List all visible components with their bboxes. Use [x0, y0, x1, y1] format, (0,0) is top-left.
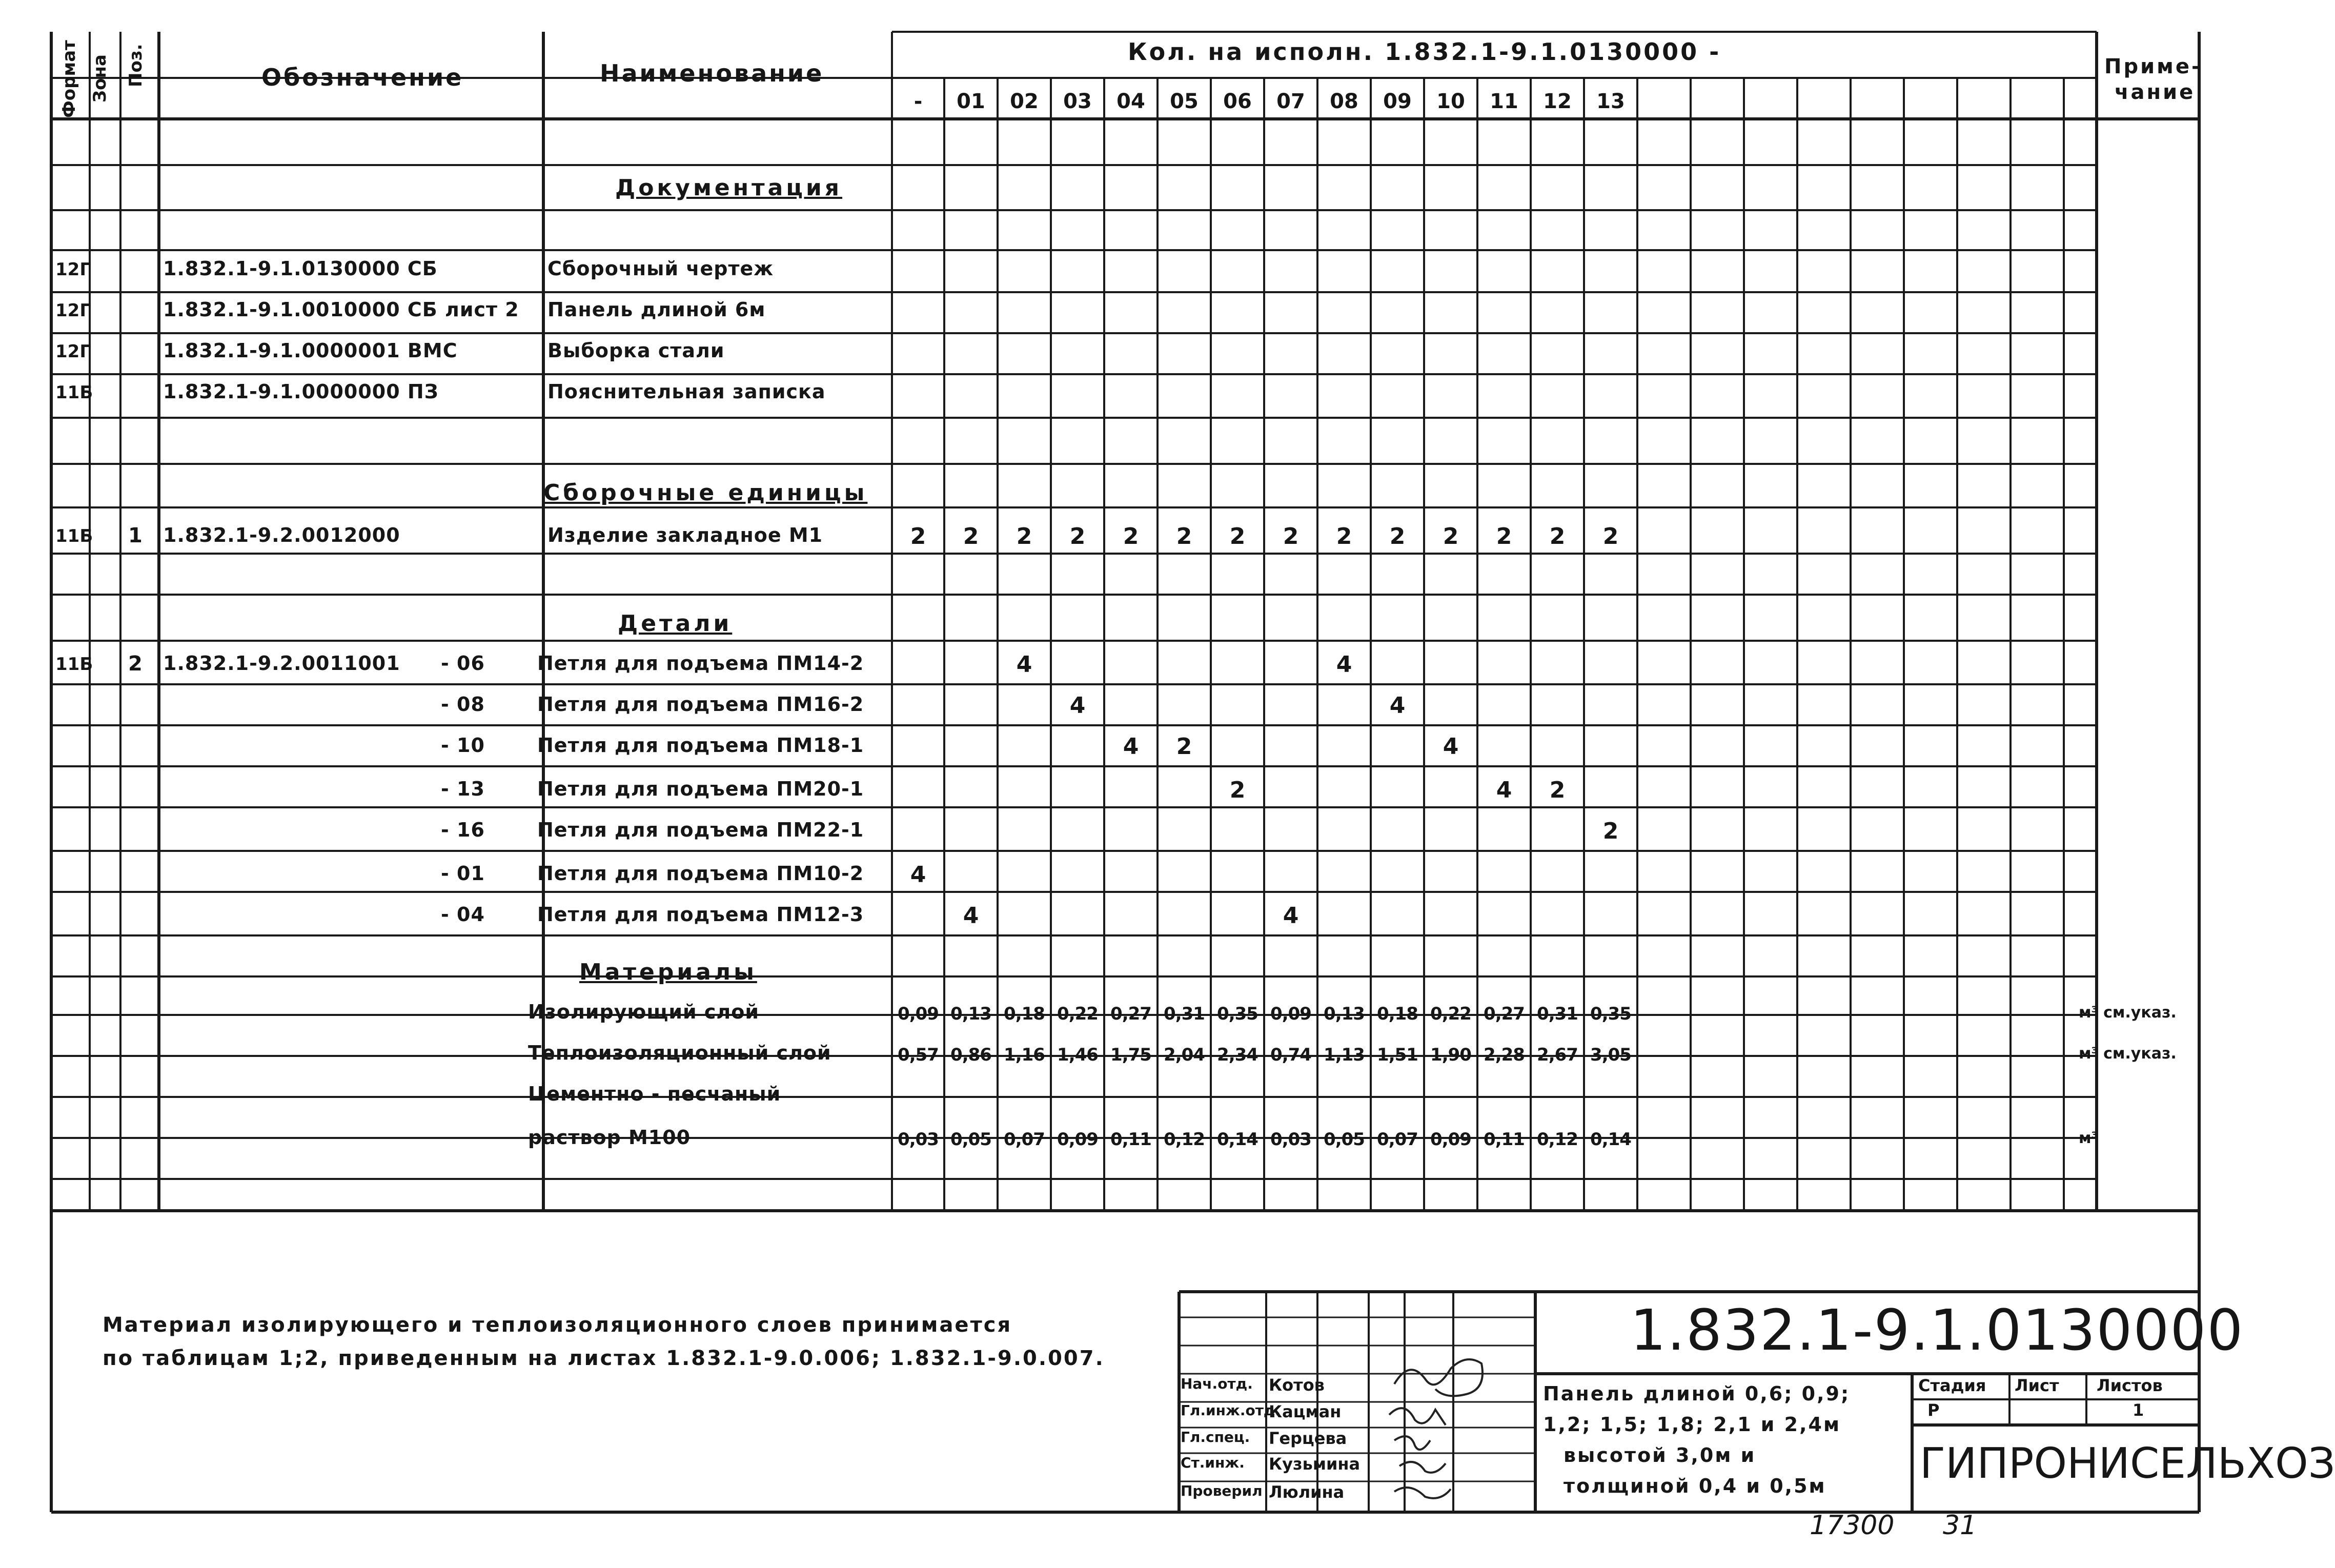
- footnote-line1: Материал изолирующего и теплоизоляционного слоев принимается: [103, 1313, 1012, 1337]
- detail-name: Петля для подъема ПМ14-2: [537, 652, 864, 675]
- variant-col-11: 11: [1490, 90, 1518, 113]
- material-qty-cell: 0,27: [1110, 1004, 1151, 1024]
- material-qty-cell: 0,09: [898, 1004, 939, 1024]
- title-line: высотой 3,0м и: [1564, 1444, 1756, 1467]
- material-qty-cell: 0,05: [950, 1129, 991, 1150]
- detail-designation: 1.832.1-9.2.0011001: [163, 652, 400, 675]
- assembly-designation: 1.832.1-9.2.0012000: [163, 524, 400, 546]
- material-qty-cell: 0,11: [1110, 1129, 1151, 1150]
- format-header: Формат: [59, 40, 79, 118]
- assembly-qty-cell: 2: [910, 523, 926, 549]
- doc-designation: 1.832.1-9.1.0130000 СБ: [163, 257, 438, 280]
- doc-number: 1.832.1-9.1.0130000: [1630, 1297, 2244, 1363]
- material-qty-cell: 0,22: [1430, 1004, 1471, 1024]
- doc-designation: 1.832.1-9.1.0000000 ПЗ: [163, 380, 439, 403]
- material-qty-cell: 0,13: [1324, 1004, 1365, 1024]
- detail-name: Петля для подъема ПМ16-2: [537, 693, 864, 716]
- doc-format: 12Г: [55, 341, 91, 362]
- variant-col-10: 10: [1436, 90, 1465, 113]
- material-qty-cell: 0,03: [898, 1129, 939, 1150]
- assembly-pos: 1: [128, 524, 143, 547]
- detail-qty-cell: 2: [1549, 777, 1566, 803]
- detail-qty-cell: 4: [1283, 903, 1299, 929]
- detail-suffix: - 04: [441, 903, 485, 926]
- note-header-line2: чание: [2115, 80, 2196, 104]
- doc-name: Панель длиной 6м: [547, 298, 766, 321]
- detail-qty-cell: 2: [1229, 777, 1246, 803]
- material-qty-cell: 2,34: [1217, 1045, 1258, 1065]
- detail-qty-cell: 4: [1443, 734, 1459, 760]
- role-person: Котов: [1269, 1375, 1325, 1395]
- assembly-qty-cell: 2: [1549, 523, 1566, 549]
- sheets-value: 1: [2133, 1400, 2144, 1420]
- assembly-qty-cell: 2: [1389, 523, 1406, 549]
- detail-suffix: - 16: [441, 819, 485, 841]
- sheets-label: Листов: [2097, 1376, 2163, 1395]
- pos-header: Поз.: [126, 44, 146, 87]
- material-qty-cell: 0,03: [1270, 1129, 1311, 1150]
- detail-name: Петля для подъема ПМ10-2: [537, 862, 864, 885]
- doc-format: 12Г: [55, 259, 91, 280]
- title-line: толщиной 0,4 и 0,5м: [1564, 1475, 1826, 1497]
- detail-suffix: - 01: [441, 862, 485, 885]
- material-qty-cell: 0,74: [1270, 1045, 1311, 1065]
- variant-col-base: -: [913, 90, 923, 113]
- material-qty-cell: 2,28: [1484, 1045, 1525, 1065]
- doc-name: Сборочный чертеж: [547, 257, 774, 280]
- material-qty-cell: 0,31: [1537, 1004, 1578, 1024]
- material-qty-cell: 0,09: [1270, 1004, 1311, 1024]
- material-note: м³ см.указ.: [2079, 1045, 2177, 1063]
- zone-header: Зона: [90, 54, 110, 103]
- assembly-format: 11Б: [55, 526, 93, 546]
- detail-qty-cell: 4: [1336, 651, 1352, 678]
- material-qty-cell: 2,04: [1164, 1045, 1205, 1065]
- assembly-name: Изделие закладное М1: [547, 524, 823, 546]
- detail-qty-cell: 4: [1496, 777, 1512, 803]
- section-documentation: Документация: [615, 175, 843, 201]
- assembly-qty-cell: 2: [963, 523, 979, 549]
- material-qty-cell: 0,18: [1004, 1004, 1045, 1024]
- material-qty-cell: 0,31: [1164, 1004, 1205, 1024]
- detail-name: Петля для подъема ПМ12-3: [537, 903, 864, 926]
- role-person: Люлина: [1269, 1482, 1345, 1502]
- detail-suffix: - 08: [441, 693, 485, 716]
- material-note: м³: [2079, 1129, 2098, 1147]
- detail-suffix: - 10: [441, 734, 485, 757]
- material-qty-cell: 1,46: [1057, 1045, 1098, 1065]
- section-materials: Материалы: [579, 959, 757, 985]
- material-qty-cell: 3,05: [1590, 1045, 1631, 1065]
- assembly-qty-cell: 2: [1283, 523, 1299, 549]
- assembly-qty-cell: 2: [1602, 523, 1619, 549]
- organization-name: ГИПРОНИСЕЛЬХОЗ: [1920, 1439, 2335, 1488]
- section-details: Детали: [618, 610, 733, 637]
- assembly-qty-cell: 2: [1336, 523, 1352, 549]
- role-title: Гл.инж.отд.: [1181, 1402, 1281, 1419]
- detail-name: Петля для подъема ПМ18-1: [537, 734, 864, 757]
- variant-col-01: 01: [957, 90, 985, 113]
- material-qty-cell: 2,67: [1537, 1045, 1578, 1065]
- variant-col-06: 06: [1223, 90, 1252, 113]
- note-header-line1: Приме-: [2104, 55, 2202, 78]
- doc-format: 11Б: [55, 382, 93, 403]
- material-qty-cell: 1,90: [1430, 1045, 1471, 1065]
- variant-col-08: 08: [1330, 90, 1358, 113]
- assembly-qty-cell: 2: [1176, 523, 1192, 549]
- detail-qty-cell: 4: [963, 903, 979, 929]
- designation-header: Обозначение: [261, 64, 464, 91]
- assembly-qty-cell: 2: [1123, 523, 1139, 549]
- detail-pos: 2: [128, 652, 143, 676]
- role-title: Ст.инж.: [1181, 1454, 1245, 1471]
- assembly-qty-cell: 2: [1069, 523, 1086, 549]
- variant-col-13: 13: [1596, 90, 1625, 113]
- variant-col-07: 07: [1276, 90, 1305, 113]
- inventory-number: 17300: [1810, 1510, 1895, 1541]
- doc-format: 12Г: [55, 300, 91, 321]
- detail-name: Петля для подъема ПМ22-1: [537, 819, 864, 841]
- material-qty-cell: 0,07: [1004, 1129, 1045, 1150]
- stage-value: Р: [1927, 1400, 1940, 1420]
- material-qty-cell: 0,09: [1430, 1129, 1471, 1150]
- name-header: Наименование: [600, 59, 824, 87]
- doc-designation: 1.832.1-9.1.0000001 ВМС: [163, 339, 458, 362]
- detail-qty-cell: 4: [1069, 693, 1086, 719]
- footnote-line2: по таблицам 1;2, приведенным на листах 1.832.1-9.0.006; 1.832.1-9.0.007.: [103, 1347, 1105, 1370]
- role-title: Гл.спец.: [1181, 1429, 1250, 1445]
- assembly-qty-cell: 2: [1229, 523, 1246, 549]
- material-qty-cell: 0,12: [1164, 1129, 1205, 1150]
- signature-marks: [1379, 1348, 1502, 1512]
- role-person: Герцева: [1269, 1429, 1347, 1448]
- doc-name: Выборка стали: [547, 339, 725, 362]
- material-qty-cell: 0,14: [1590, 1129, 1631, 1150]
- title-line: Панель длиной 0,6; 0,9;: [1543, 1382, 1851, 1405]
- material-name: Цементно - песчаный: [528, 1083, 781, 1105]
- variant-col-05: 05: [1170, 90, 1199, 113]
- assembly-qty-cell: 2: [1496, 523, 1512, 549]
- material-name: Теплоизоляционный слой: [528, 1042, 831, 1064]
- material-qty-cell: 0,35: [1217, 1004, 1258, 1024]
- detail-name: Петля для подъема ПМ20-1: [537, 778, 864, 800]
- material-name: Изолирующий слой: [528, 1001, 759, 1023]
- variant-col-09: 09: [1383, 90, 1412, 113]
- material-qty-cell: 0,35: [1590, 1004, 1631, 1024]
- variant-col-12: 12: [1543, 90, 1572, 113]
- variant-col-02: 02: [1010, 90, 1039, 113]
- material-qty-cell: 1,13: [1324, 1045, 1365, 1065]
- material-name: раствор М100: [528, 1126, 691, 1149]
- qty-header: Кол. на исполн. 1.832.1-9.1.0130000 -: [1128, 38, 1721, 66]
- detail-suffix: - 06: [441, 652, 485, 675]
- material-qty-cell: 0,18: [1377, 1004, 1418, 1024]
- doc-name: Пояснительная записка: [547, 380, 826, 403]
- material-qty-cell: 0,11: [1484, 1129, 1525, 1150]
- variant-col-03: 03: [1063, 90, 1092, 113]
- detail-qty-cell: 2: [1602, 818, 1619, 844]
- detail-qty-cell: 4: [910, 862, 926, 888]
- material-qty-cell: 0,07: [1377, 1129, 1418, 1150]
- variant-col-04: 04: [1116, 90, 1145, 113]
- material-note: м³ см.указ.: [2079, 1004, 2177, 1022]
- detail-qty-cell: 4: [1123, 734, 1139, 760]
- detail-format: 11Б: [55, 654, 93, 675]
- material-qty-cell: 0,12: [1537, 1129, 1578, 1150]
- material-qty-cell: 1,16: [1004, 1045, 1045, 1065]
- page-number: 31: [1943, 1510, 1977, 1541]
- detail-qty-cell: 2: [1176, 734, 1192, 760]
- title-line: 1,2; 1,5; 1,8; 2,1 и 2,4м: [1543, 1413, 1841, 1436]
- material-qty-cell: 1,75: [1110, 1045, 1151, 1065]
- material-qty-cell: 0,86: [950, 1045, 991, 1065]
- doc-designation: 1.832.1-9.1.0010000 СБ лист 2: [163, 298, 519, 321]
- material-qty-cell: 0,27: [1484, 1004, 1525, 1024]
- role-title: Проверил: [1181, 1482, 1263, 1499]
- material-qty-cell: 0,57: [898, 1045, 939, 1065]
- assembly-qty-cell: 2: [1443, 523, 1459, 549]
- detail-suffix: - 13: [441, 778, 485, 800]
- material-qty-cell: 0,05: [1324, 1129, 1365, 1150]
- material-qty-cell: 0,22: [1057, 1004, 1098, 1024]
- detail-qty-cell: 4: [1389, 693, 1406, 719]
- material-qty-cell: 1,51: [1377, 1045, 1418, 1065]
- role-person: Кузьмина: [1269, 1454, 1361, 1474]
- section-assembly-units: Сборочные единицы: [543, 480, 868, 506]
- sheet-label: Лист: [2015, 1376, 2059, 1395]
- stage-label: Стадия: [1918, 1376, 1986, 1395]
- material-qty-cell: 0,14: [1217, 1129, 1258, 1150]
- role-person: Кацман: [1269, 1402, 1342, 1421]
- assembly-qty-cell: 2: [1016, 523, 1032, 549]
- material-qty-cell: 0,13: [950, 1004, 991, 1024]
- detail-qty-cell: 4: [1016, 651, 1032, 678]
- role-title: Нач.отд.: [1181, 1375, 1253, 1392]
- material-qty-cell: 0,09: [1057, 1129, 1098, 1150]
